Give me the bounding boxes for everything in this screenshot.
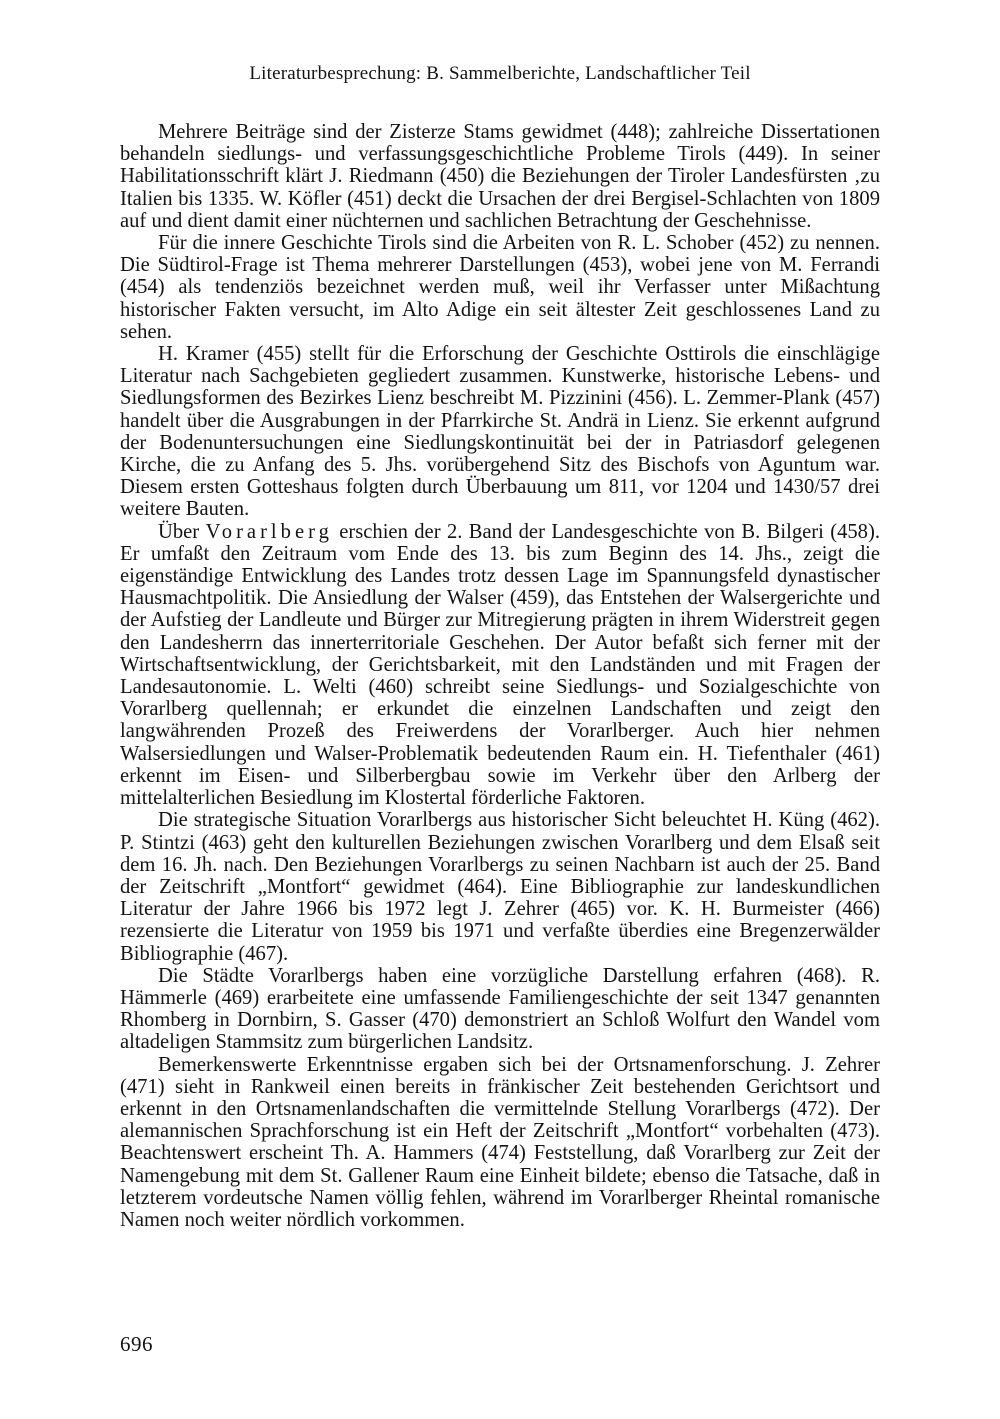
paragraph-staedte-vorarlbergs: Die Städte Vorarlbergs haben eine vorzügliche Darstellung erfahren (468). R. Hämmerle (469) erarbeitete eine umfassende Familiengeschichte der seit 1347 genannten Rhomberg in Dornbirn, S. Gasser (470) demonstriert an Schloß Wolfurt den Wandel vom altadeligen Stammsitz zum bürgerlichen Landsitz. [120, 964, 880, 1054]
paragraph-body: erschien der 2. Band der Landesgeschichte von B. Bilgeri (458). Er umfaßt den Zeitraum vom Ende des 13. bis zum Beginn des 14. Jhs., zeigt die eigenständige Entwicklung des Landes trotz dessen Lage im Spannungsfeld dynastischer Hausmachtpolitik. Die Ansiedlung der Walser (459), das Entstehen der Walsergerichte und der Aufstieg der Landleute und Bürger zur Mitregierung prägten in ihrem Widerstreit gegen den Landesherrn das innerterritoriale Geschehen. Der Autor befaßt sich ferner mit der Wirtschaftsentwicklung, der Gerichtsbarkeit, mit den Landständen und mit Fragen der Landesautonomie. L. Welti (460) schreibt seine Siedlungs- und Sozialgeschichte von Vorarlberg quellennah; er erkundet die einzelnen Landschaften und zeigt den langwährenden Prozeß des Freiwerdens der Vorarlberger. Auch hier nehmen Walsersiedlungen und Walser-Problematik bedeutenden Raum ein. H. Tiefenthaler (461) erkennt im Eisen- und Silberbergbau sowie im Verkehr über den Arlberg der mittelalterlichen Besiedlung im Klostertal förderliche Faktoren. [120, 520, 880, 810]
spaced-emphasis-vorarlberg: Vorarlberg [205, 520, 333, 543]
body-text [120, 121, 880, 1231]
paragraph-innere-geschichte-tirols: Für die innere Geschichte Tirols sind die Arbeiten von R. L. Schober (452) zu nennen. Die Südtirol-Frage ist Thema mehrerer Darstellungen (453), wobei jene von M. Ferrandi (454) als tendenziös bezeichnet werden muß, weil ihr Verfasser unter Mißachtung historischer Fakten versucht, im Alto Adige ein seit ältester Zeit geschlossenes Land zu sehen. [120, 232, 880, 343]
paragraph-stams: Mehrere Beiträge sind der Zisterze Stams gewidmet (448); zahlreiche Dissertationen behandeln siedlungs- und verfassungsgeschichtliche Probleme Tirols (449). In seiner Habilitationsschrift klärt J. Riedmann (450) die Beziehungen der Tiroler Landesfürsten ‚zu Italien bis 1335. W. Köfler (451) deckt die Ursachen der drei Bergisel-Schlachten von 1809 auf und dient damit einer nüchternen und sachlichen Betrachtung der Geschehnisse. [120, 121, 880, 232]
paragraph-osttirol: H. Kramer (455) stellt für die Erforschung der Geschichte Osttirols die einschlägige Literatur nach Sachgebieten gegliedert zusammen. Kunstwerke, historische Lebens- und Siedlungsformen des Bezirkes Lienz beschreibt M. Pizzinini (456). L. Zemmer-Plank (457) handelt über die Ausgrabungen in der Pfarrkirche St. Andrä in Lienz. Sie erkennt aufgrund der Bodenuntersuchungen eine Siedlungskontinuität bei der in Patriasdorf gelegenen Kirche, die zu Anfang des 5. Jhs. vorübergehend Sitz des Bischofs von Aguntum war. Diesem ersten Gotteshaus folgten durch Überbauung um 811, vor 1204 und 1430/57 drei weitere Bauten. [120, 343, 880, 521]
paragraph-lead: Über [158, 520, 206, 543]
paragraph-vorarlberg-landesgeschichte [120, 521, 880, 810]
paragraph-ortsnamenforschung: Bemerkenswerte Erkenntnisse ergaben sich bei der Ortsnamenforschung. J. Zehrer (471) sieht in Rankweil einen bereits in fränkischer Zeit bestehenden Gerichtsort und erkennt in den Ortsnamenlandschaften die vermittelnde Stellung Vorarlbergs (472). Der alemannischen Sprachforschung ist ein Heft der Zeitschrift „Montfort“ vorbehalten (473). Beachtenswert erscheint Th. A. Hammers (474) Feststellung, daß Vorarlberg zur Zeit der Namengebung mit dem St. Gallener Raum eine Einheit bildete; ebenso die Tatsache, daß in letzterem vordeutsche Namen völlig fehlen, während im Vorarlberger Rheintal romanische Namen noch weiter nördlich vorkommen. [120, 1053, 880, 1231]
page-number: 696 [120, 1332, 153, 1356]
paragraph-strategische-situation: Die strategische Situation Vorarlbergs aus historischer Sicht beleuchtet H. Küng (462). P. Stintzi (463) geht den kulturellen Beziehungen zwischen Vorarlberg und dem Elsaß seit dem 16. Jh. nach. Den Beziehungen Vorarlbergs zu seinen Nachbarn ist auch der 25. Band der Zeitschrift „Montfort“ gewidmet (464). Eine Bibliographie zur landeskundlichen Literatur der Jahre 1966 bis 1972 legt J. Zehrer (465) vor. K. H. Burmeister (466) rezensierte die Literatur von 1959 bis 1971 und verfaßte überdies eine Bregenzerwälder Bibliographie (467). [120, 809, 880, 965]
running-header: Literaturbesprechung: B. Sammelberichte, Landschaftlicher Teil [249, 63, 751, 84]
